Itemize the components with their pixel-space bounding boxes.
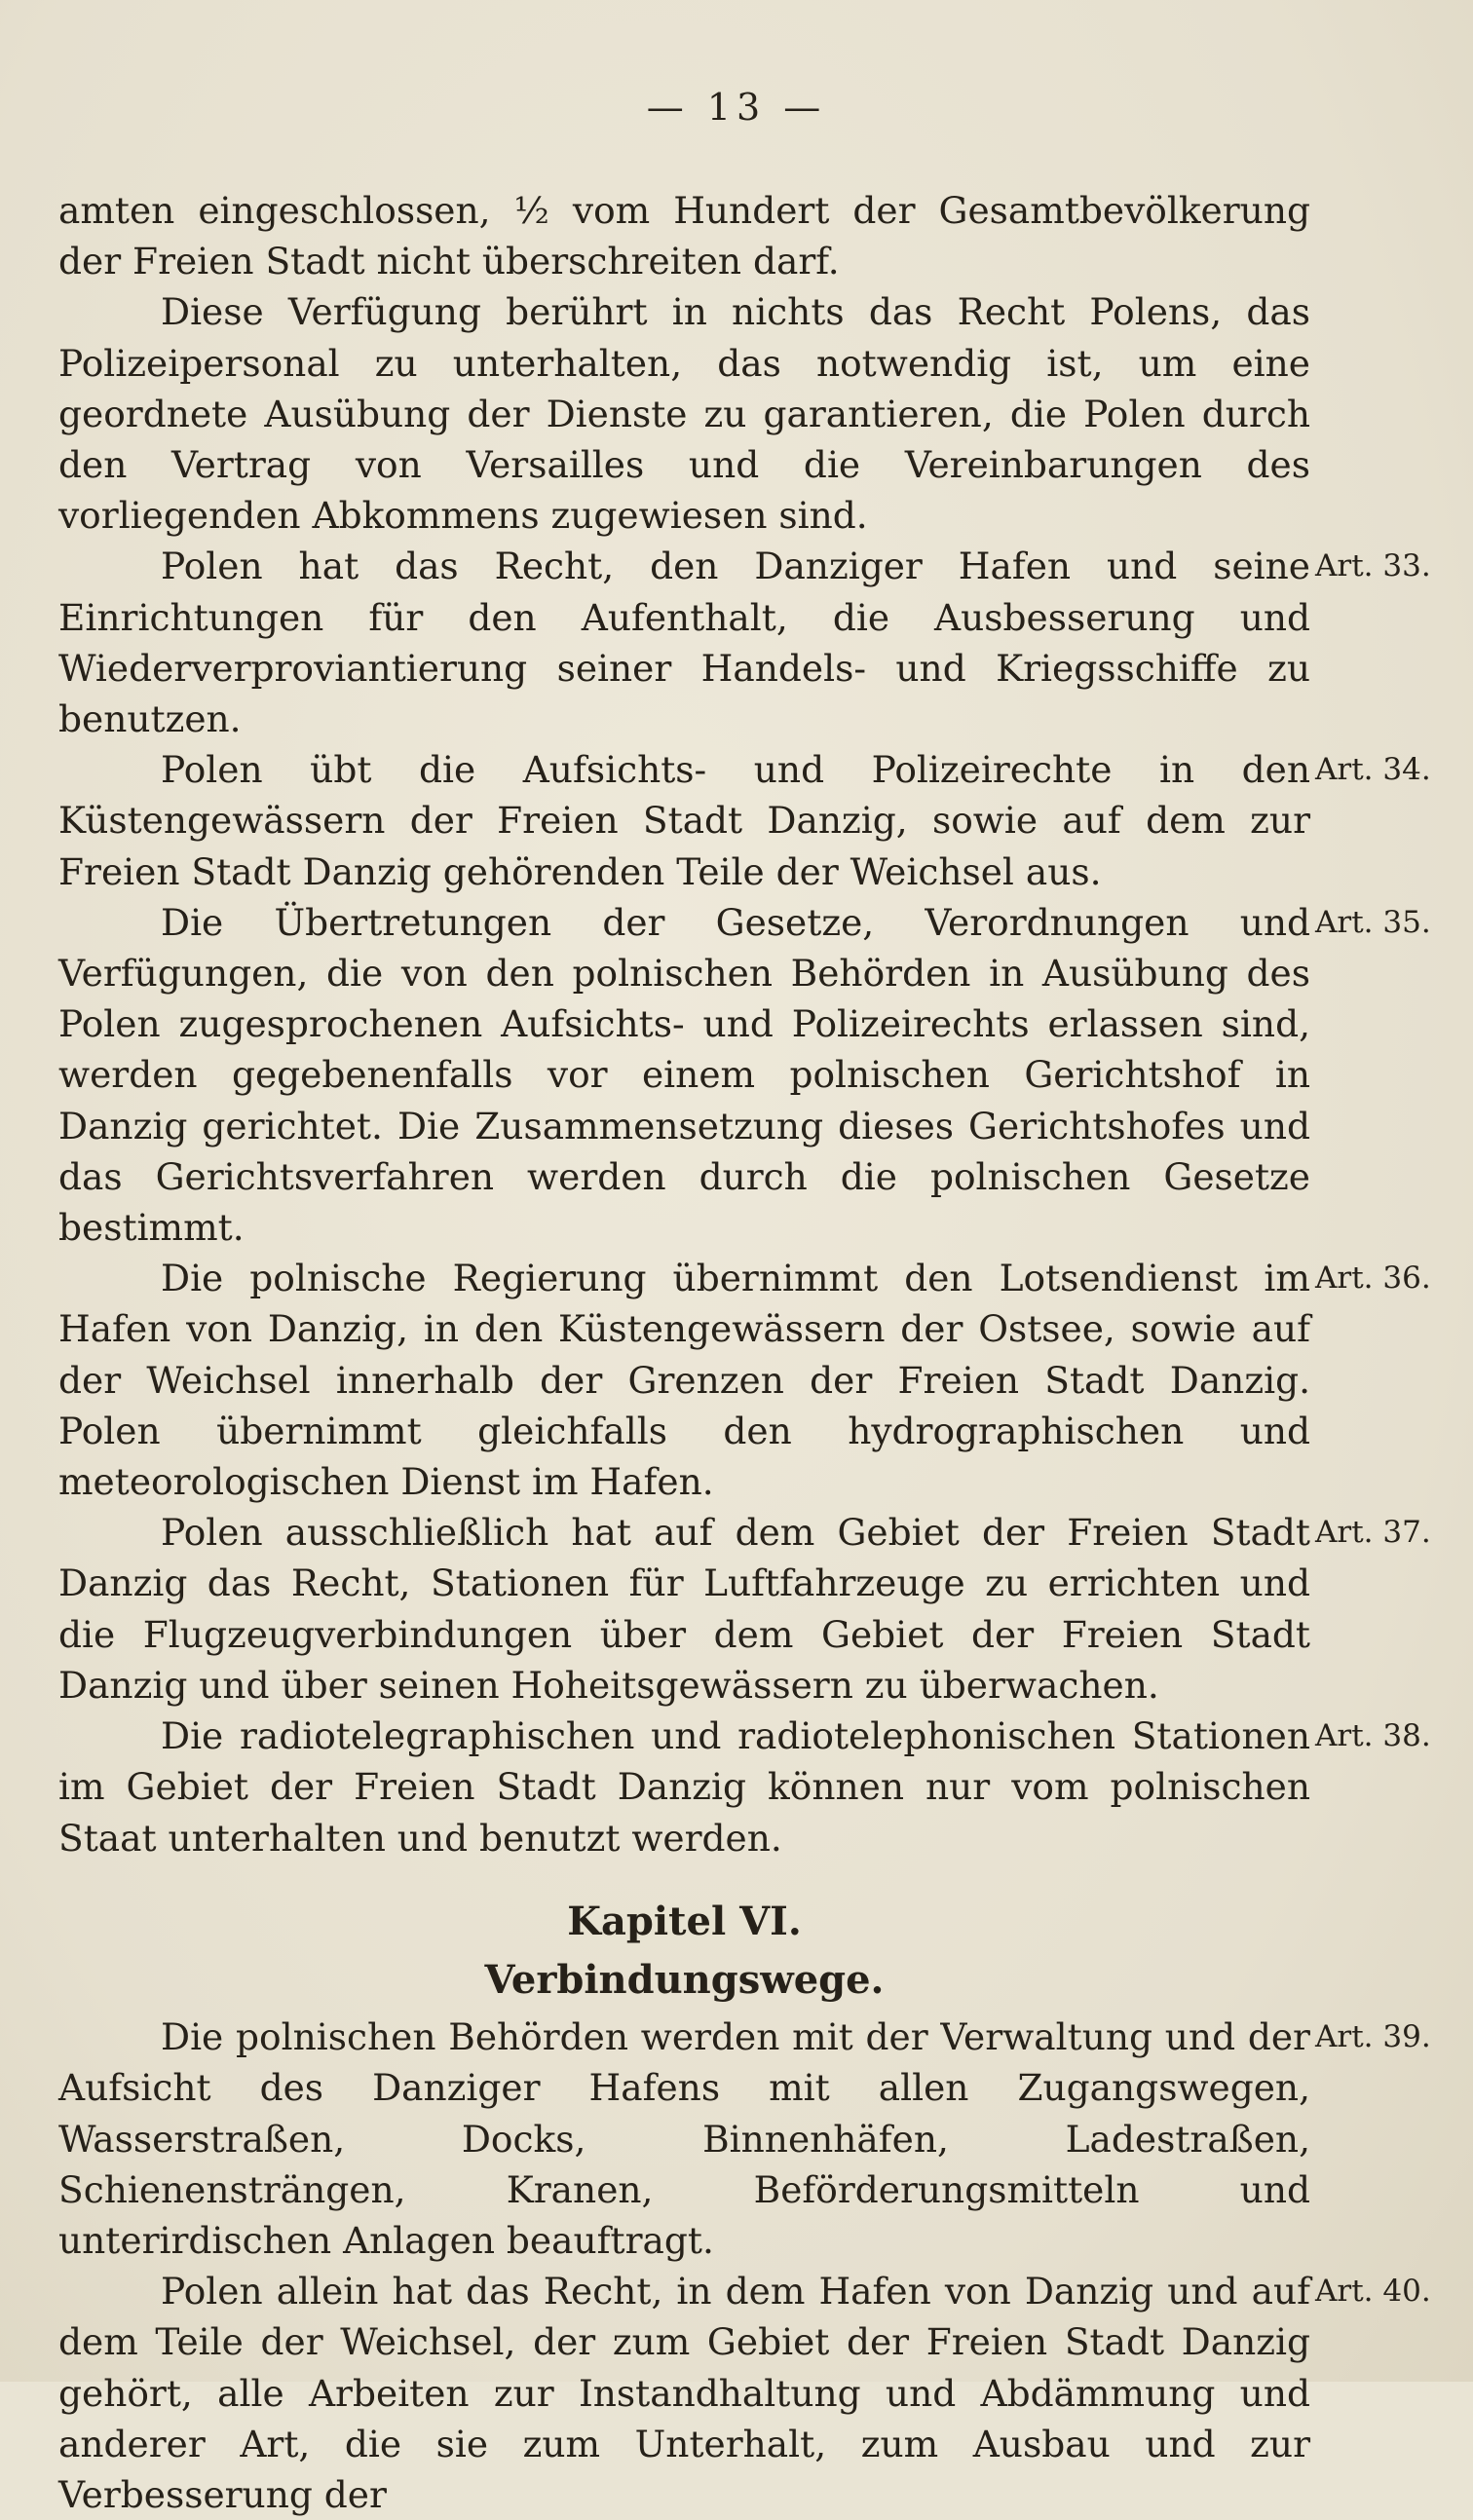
paragraph-art-37: Art. 37. Polen ausschließlich hat auf dem Gebiet der Freien Stadt Danzig das Recht, Stationen für Luftfahrzeuge zu errichten und die Flugzeugverbindungen über dem Gebiet der Freien Stadt Danzig und über seinen Hoheitsgewässern zu überwachen. [58,1507,1310,1711]
page-number: — 13 — [646,86,827,129]
section-heading: Verbindungswege. [484,1956,885,2003]
paragraph-art-35: Art. 35. Die Übertretungen der Gesetze, Verordnungen und Verfügungen, die von den polnischen Behörden in Ausübung des Polen zugesprochenen Aufsichts- und Polizeirechts erlassen sind, werden gegebenenfalls vor einem polnischen Gerichtshof in Danzig gerichtet. Die Zusammensetzung dieses Gerichtshofes und das Gerichtsverfahren werden durch die polnischen Gesetze bestimmt. [58,897,1310,1253]
paragraph-art-40: Art. 40. Polen allein hat das Recht, in dem Hafen von Danzig und auf dem Teile der Weichsel, der zum Gebiet der Freien Stadt Danzig gehört, alle Arbeiten zur Instandhaltung und Abdämmung und anderer Art, die sie zum Unterhalt, zum Ausbau und zur Verbesserung der [58,2266,1310,2520]
paragraph-art-36: Art. 36. Die polnische Regierung übernimmt den Lotsendienst im Hafen von Danzig, in den Küstengewässern der Ostsee, sowie auf der Weichsel innerhalb der Grenzen der Freien Stadt Danzig. Polen übernimmt gleichfalls den hydrographischen und meteorologischen Dienst im Hafen. [58,1253,1310,1507]
paragraph-art-33: Art. 33. Polen hat das Recht, den Danziger Hafen und seine Einrichtungen für den Aufenthalt, die Ausbesserung und Wiederverproviantierung seiner Handels- und Kriegsschiffe zu benutzen. [58,541,1310,744]
chapter-title: Kapitel VI. [567,1898,802,1944]
margin-article-label: Art. 35. [1315,904,1431,940]
paragraph-art-38: Art. 38. Die radiotelegraphischen und radiotelephonischen Stationen im Gebiet der Freien Stadt Danzig können nur vom polnischen Staat unterhalten und benutzt werden. [58,1711,1310,1863]
body-text [58,185,1431,2520]
margin-article-label: Art. 39. [1315,2019,1431,2055]
paragraph: Diese Verfügung berührt in nichts das Recht Polens, das Polizeipersonal zu unterhalten, das notwendig ist, um eine geordnete Ausübung der Dienste zu garantieren, die Polen durch den Vertrag von Versailles und die Vereinbarungen des vorliegenden Abkommens zugewiesen sind. [58,290,1310,538]
margin-article-label: Art. 37. [1315,1515,1431,1551]
margin-article-label: Art. 34. [1315,752,1431,788]
paragraph: amten eingeschlossen, ½ vom Hundert der Gesamtbevölkerung der Freien Stadt nicht überschreiten darf. [58,189,1310,283]
margin-article-label: Art. 40. [1315,2274,1431,2310]
paragraph-art-34: Art. 34. Polen übt die Aufsichts- und Polizeirechte in den Küstengewässern der Freien Stadt Danzig, sowie auf dem zur Freien Stadt Danzig gehörenden Teile der Weichsel aus. [58,744,1310,897]
margin-article-label: Art. 36. [1315,1260,1431,1297]
paragraph-art-39: Art. 39. Die polnischen Behörden werden mit der Verwaltung und der Aufsicht des Danziger Hafens mit allen Zugangswegen, Wasserstraßen, Docks, Binnenhäfen, Ladestraßen, Schienensträngen, Kranen, Beförderungsmitteln und unterirdischen Anlagen beauftragt. [58,2012,1310,2266]
margin-article-label: Art. 38. [1315,1718,1431,1754]
margin-article-label: Art. 33. [1315,548,1431,584]
